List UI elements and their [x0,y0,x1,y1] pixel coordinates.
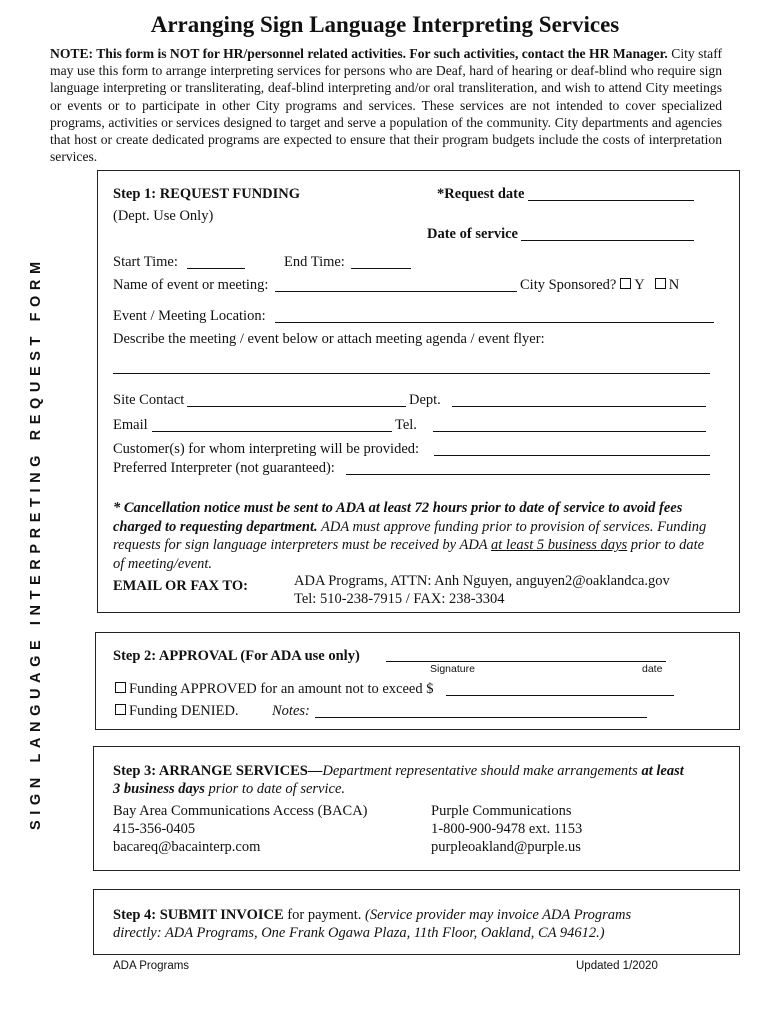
city-sponsored-label: City Sponsored? [520,277,617,293]
ada-line2: Tel: 510-238-7915 / FAX: 238-3304 [294,591,505,607]
purple-email: purpleoakland@purple.us [431,839,581,855]
step4-heading: Step 4: SUBMIT INVOICE [113,907,284,923]
cancel-end: prior to date of meeting/event. [113,537,705,572]
customers-label: Customer(s) for whom interpreting will be provided: [113,441,420,457]
request-date-field[interactable] [528,200,694,201]
approved-checkbox[interactable] [115,682,126,693]
step4-italic: (Service provider may invoice ADA Programs directly: ADA Programs, One Frank Ogawa Plaza, 11th Floor, Oakland, CA 94612.) [113,907,632,941]
step3-bolditalic: at least 3 business days [113,763,684,797]
step4-text: for payment. [283,907,365,923]
denied-checkbox[interactable] [115,704,126,715]
yes-label: Y [634,277,645,293]
step3-heading-block [113,762,693,798]
signature-field[interactable] [386,661,666,662]
tel-field[interactable] [433,431,706,432]
step4-block [113,906,673,942]
denied-row [113,702,239,720]
dept-field[interactable] [452,406,706,407]
page-title: Arranging Sign Language Interpreting Services [150,12,620,37]
location-label: Event / Meeting Location: [113,308,266,324]
notes-field[interactable] [315,717,647,718]
intro-note [50,45,722,165]
site-contact-field[interactable] [187,406,406,407]
baca-phone: 415-356-0405 [113,821,196,837]
event-name-field[interactable] [275,291,517,292]
dept-label: Dept. [409,392,441,408]
date-of-service-label: Date of service [427,226,518,242]
purple-phone: 1-800-900-9478 ext. 1153 [431,821,583,837]
preferred-field[interactable] [346,474,710,475]
notes-label: Notes: [272,703,310,719]
email-field[interactable] [152,431,392,432]
approved-label: Funding APPROVED for an amount not to exceed $ [129,681,434,697]
dept-use-only: (Dept. Use Only) [113,208,214,224]
yes-checkbox[interactable] [620,278,631,289]
cancel-text: ADA must approve funding prior to provision of services. Funding requests for sign language interpreters must be received by ADA [113,518,707,554]
cancel-underline: at least 5 business days [491,537,628,554]
step1-heading: Step 1: REQUEST FUNDING [113,186,301,202]
cancellation-note [113,499,718,573]
site-contact-label: Site Contact [113,392,185,408]
start-time-label: Start Time: [113,254,178,270]
side-label: SIGN LANGUAGE INTERPRETING REQUEST FORM [28,256,44,830]
location-field[interactable] [275,322,714,323]
date-label: date [642,663,663,675]
footer-left: ADA Programs [113,960,190,972]
tel-label: Tel. [395,417,417,433]
denied-label: Funding DENIED. [129,703,239,719]
approved-row [113,680,433,698]
city-sponsored [520,276,679,294]
end-time-label: End Time: [284,254,345,270]
describe-field[interactable] [113,373,710,374]
note-bold: NOTE: This form is NOT for HR/personnel related activities. For such activities, contact the HR Manager. [50,46,668,61]
cancel-bold: * Cancellation notice must be sent to ADA at least 72 hours prior to date of service to avoid fees charged to requesting department. [113,500,683,535]
end-time-field[interactable] [351,268,411,269]
event-name-label: Name of event or meeting: [113,277,269,293]
request-date-label: *Request date [437,186,525,202]
email-fax-label: EMAIL OR FAX TO: [113,578,248,594]
ada-line1: ADA Programs, ATTN: Anh Nguyen, anguyen2@oaklandca.gov [294,573,670,589]
signature-label: Signature [430,663,475,675]
step3-italic1: Department representative should make arrangements [322,763,642,779]
no-label: N [668,277,680,293]
email-label: Email [113,417,148,433]
preferred-label: Preferred Interpreter (not guaranteed): [113,460,335,476]
step3-italic2: prior to date of service. [204,781,346,797]
note-text: City staff may use this form to arrange interpreting services for persons who are Deaf, hard of hearing or deaf-blind who require sign language interpreting or transliterating, deaf-blind interpreting and/or oral transliteration, and wish to attend City meetings or events or to participate in other City programs and services. These services are not intended to cover specialized programs, activities or services designed to target and serve a population of the community. City departments and agencies that host or create dedicated programs are expected to ensure that their program budgets include the costs of interpretation services. [50,46,722,165]
amount-field[interactable] [446,695,674,696]
step2-heading: Step 2: APPROVAL (For ADA use only) [113,648,360,664]
baca-email: bacareq@bacainterp.com [113,839,261,855]
step3-heading: Step 3: ARRANGE SERVICES— [113,763,323,779]
footer-right: Updated 1/2020 [576,960,658,972]
purple-name: Purple Communications [431,803,572,819]
describe-label: Describe the meeting / event below or attach meeting agenda / event flyer: [113,331,545,347]
date-of-service-field[interactable] [521,240,694,241]
no-checkbox[interactable] [655,278,666,289]
start-time-field[interactable] [187,268,245,269]
baca-name: Bay Area Communications Access (BACA) [113,803,368,819]
customers-field[interactable] [434,455,710,456]
